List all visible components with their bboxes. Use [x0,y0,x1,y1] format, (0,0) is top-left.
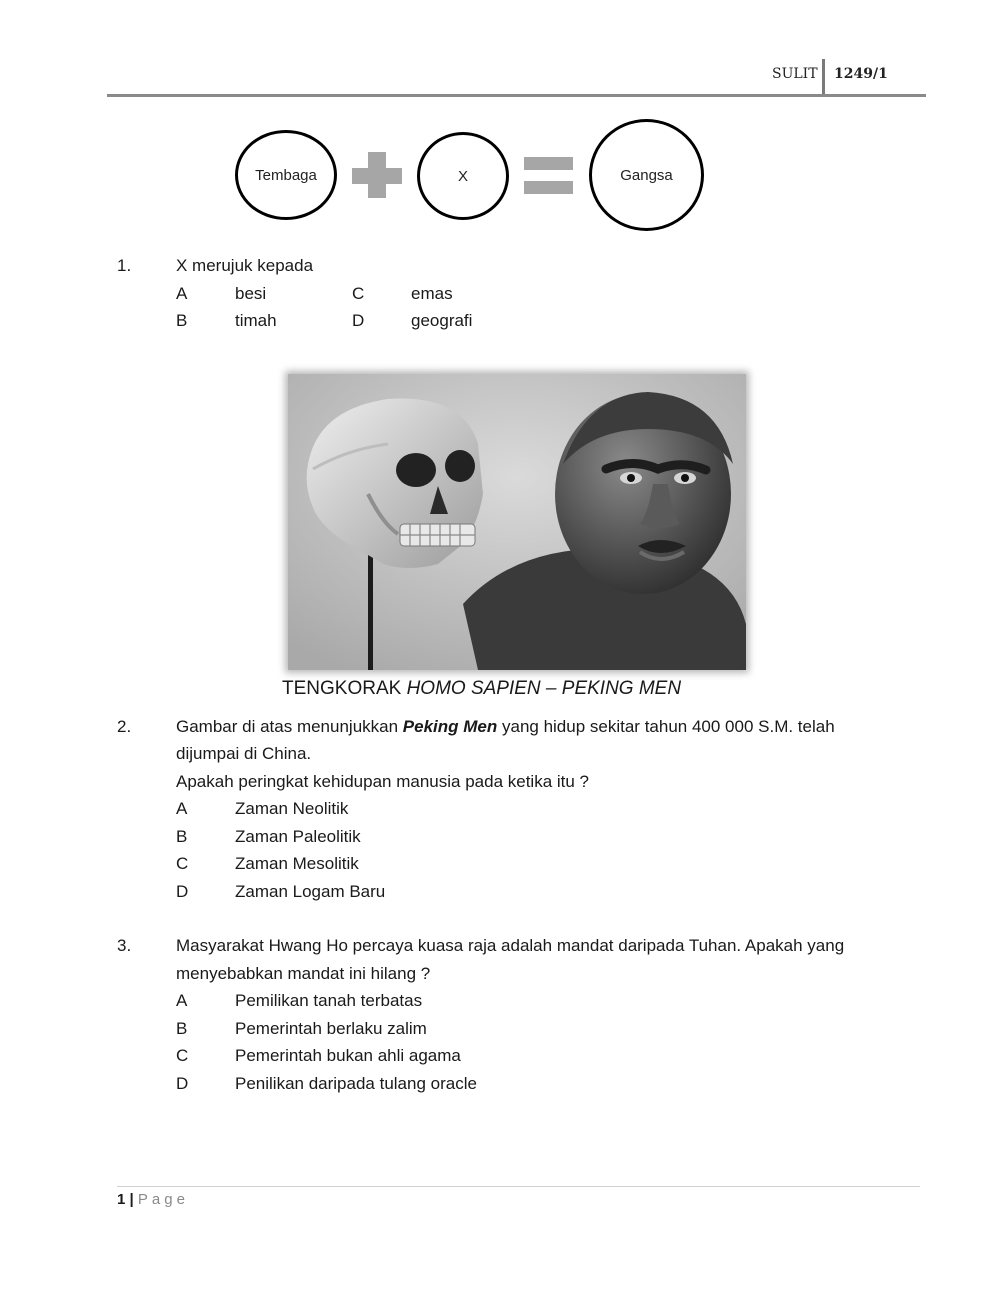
q1-option-text: besi [235,284,267,303]
photo-caption [282,678,681,700]
q3-number: 3. [117,936,132,955]
q2-option-text: Zaman Neolitik [235,799,349,818]
circle-tembaga [235,130,337,220]
header-label: SULIT [772,66,818,82]
q3-option-text: Penilikan daripada tulang oracle [235,1074,477,1093]
q3-option-letter: C [176,1046,189,1065]
q1-option-letter: D [352,311,365,330]
header-divider [822,59,825,96]
q2-option-text: Zaman Mesolitik [235,854,359,873]
q2-option-letter: B [176,827,188,846]
q2-stem-line3: Apakah peringkat kehidupan manusia pada ketika itu ? [176,772,590,791]
q2-option-text: Zaman Logam Baru [235,882,386,901]
q1-option-letter: B [176,311,188,330]
q2-option-letter: C [176,854,189,873]
skull-and-bust-illustration [288,374,746,670]
peking-man-photo [288,374,746,670]
page-word: Page [137,1191,189,1208]
paper-code: 1249/1 [834,66,888,82]
q2-option-letter: A [176,799,188,818]
q1-option-text: emas [411,284,453,303]
q3-option-text: Pemerintah bukan ahli agama [235,1046,461,1065]
q2-stem-part: Gambar di atas menunjukkan [176,717,403,736]
q1-option-text: geografi [411,311,473,330]
circle-x [417,132,509,220]
q2-number: 2. [117,717,132,736]
q2-stem-line1 [176,717,835,737]
equals-icon-bar [524,181,573,194]
circle-x-label: X [457,167,468,185]
plus-icon-bar [352,168,402,184]
q2-stem-line2: dijumpai di China. [176,744,312,763]
q3-stem-line2: menyebabkan mandat ini hilang ? [176,964,431,983]
q3-option-text: Pemilikan tanah terbatas [235,991,423,1010]
q1-stem: X merujuk kepada [176,256,314,275]
caption-plain: TENGKORAK [282,678,407,699]
header-rule [107,94,926,97]
q2-option-text: Zaman Paleolitik [235,827,361,846]
caption-italic: HOMO SAPIEN – PEKING MEN [406,678,682,699]
page-number: 1 [117,1191,126,1208]
circle-gangsa [589,119,704,231]
q2-option-letter: D [176,882,189,901]
footer-rule [117,1186,920,1187]
q3-option-letter: D [176,1074,189,1093]
q1-option-letter: C [352,284,365,303]
q3-option-letter: B [176,1019,188,1038]
q1-option-letter: A [176,284,188,303]
q3-option-text: Pemerintah berlaku zalim [235,1019,427,1038]
q1-option-text: timah [235,311,277,330]
q2-stem-bold: Peking Men [402,717,498,736]
equals-icon [524,157,573,170]
q3-option-letter: A [176,991,188,1010]
q1-number: 1. [117,256,132,275]
circle-gangsa-label: Gangsa [620,166,673,184]
circle-tembaga-label: Tembaga [255,166,317,184]
q2-stem-part: yang hidup sekitar tahun 400 000 S.M. telah [497,717,835,736]
page-footer [117,1191,189,1208]
footer-separator: | [129,1191,134,1208]
q3-stem-line1: Masyarakat Hwang Ho percaya kuasa raja adalah mandat daripada Tuhan. Apakah yang [176,936,845,955]
